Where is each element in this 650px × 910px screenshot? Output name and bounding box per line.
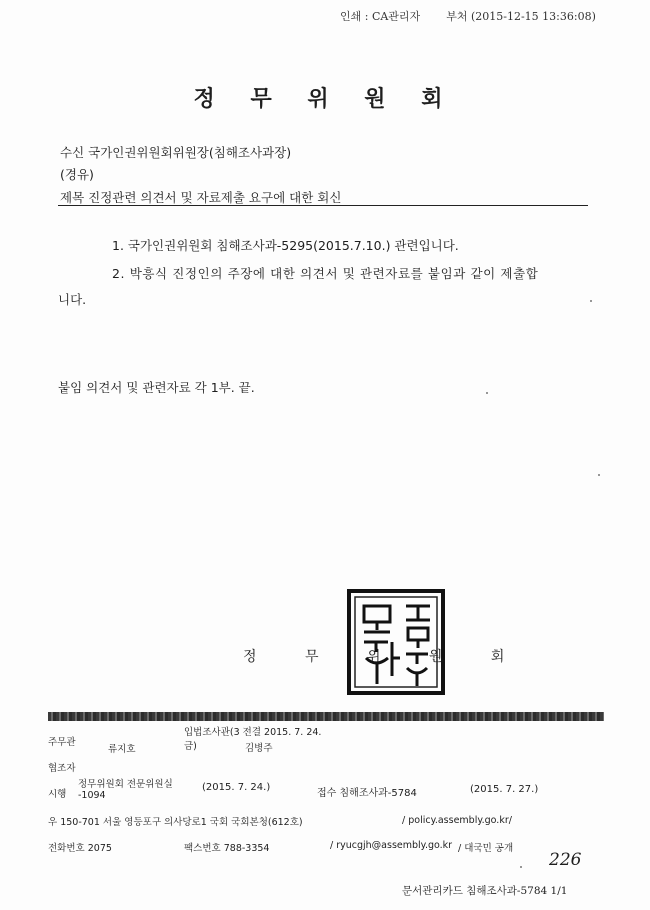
cooperator-label: 협조자 xyxy=(48,763,76,774)
lead-name: 류지호 xyxy=(108,744,136,755)
email-address: / ryucgjh@assembly.go.kr xyxy=(330,840,453,851)
fax-number: 팩스번호 788-3354 xyxy=(184,843,270,854)
execution-dept: 정무위원회 전문위원실 xyxy=(78,779,173,790)
website-url: / policy.assembly.go.kr/ xyxy=(402,815,512,826)
divider-bar xyxy=(48,712,604,721)
receipt-number: 접수 침해조사과-5784 xyxy=(317,788,417,799)
via-line: (경유) xyxy=(60,167,94,182)
handwritten-page-number: 226 xyxy=(549,850,582,870)
official-seal xyxy=(346,588,446,696)
document-title: 정 무 위 원 회 xyxy=(193,86,457,112)
attachment-line: 붙임 의견서 및 관련자료 각 1부. 끝. xyxy=(58,380,255,395)
subject-underline xyxy=(58,205,588,206)
approver-name: 김병주 xyxy=(245,743,273,754)
scan-speck xyxy=(486,392,488,394)
receipt-date: (2015. 7. 27.) xyxy=(470,784,539,795)
print-info: 인쇄 : CA관리자 부처 (2015-12-15 13:36:08) xyxy=(340,10,596,23)
footer-doc-card: 문서관리카드 침해조사과-5784 1/1 xyxy=(402,885,568,897)
body-paragraph-2-continued: 니다. xyxy=(58,292,87,307)
execution-number: -1094 xyxy=(78,790,106,801)
lead-role: 주무관 xyxy=(48,737,76,748)
disclosure-status: / 대국민 공개 xyxy=(458,843,514,854)
scan-speck xyxy=(520,866,522,868)
body-paragraph-2: 2. 박흥식 진정인의 주장에 대한 의견서 및 관련자료를 붙임과 같이 제출합 xyxy=(112,266,539,281)
postal-address: 우 150-701 서울 영등포구 의사당로1 국회 국회본청(612호) xyxy=(48,817,303,828)
redaction xyxy=(420,11,446,23)
execution-label: 시행 xyxy=(48,789,67,800)
approver-role-cont: 금) xyxy=(184,741,197,752)
scan-speck xyxy=(598,474,600,476)
body-paragraph-1: 1. 국가인권위원회 침해조사과-5295(2015.7.10.) 관련입니다. xyxy=(112,238,459,253)
signer-name: 정 무 위 원 회 xyxy=(243,649,527,665)
scan-speck xyxy=(590,300,592,302)
execution-date: (2015. 7. 24.) xyxy=(202,782,271,793)
approver-role: 입법조사관(3 전결 2015. 7. 24. xyxy=(184,727,322,738)
subject-line: 제목 진정관련 의견서 및 자료제출 요구에 대한 회신 xyxy=(60,190,342,205)
phone-number: 전화번호 2075 xyxy=(48,843,112,854)
recipient-line: 수신 국가인권위원회위원장(침해조사과장) xyxy=(60,145,292,160)
